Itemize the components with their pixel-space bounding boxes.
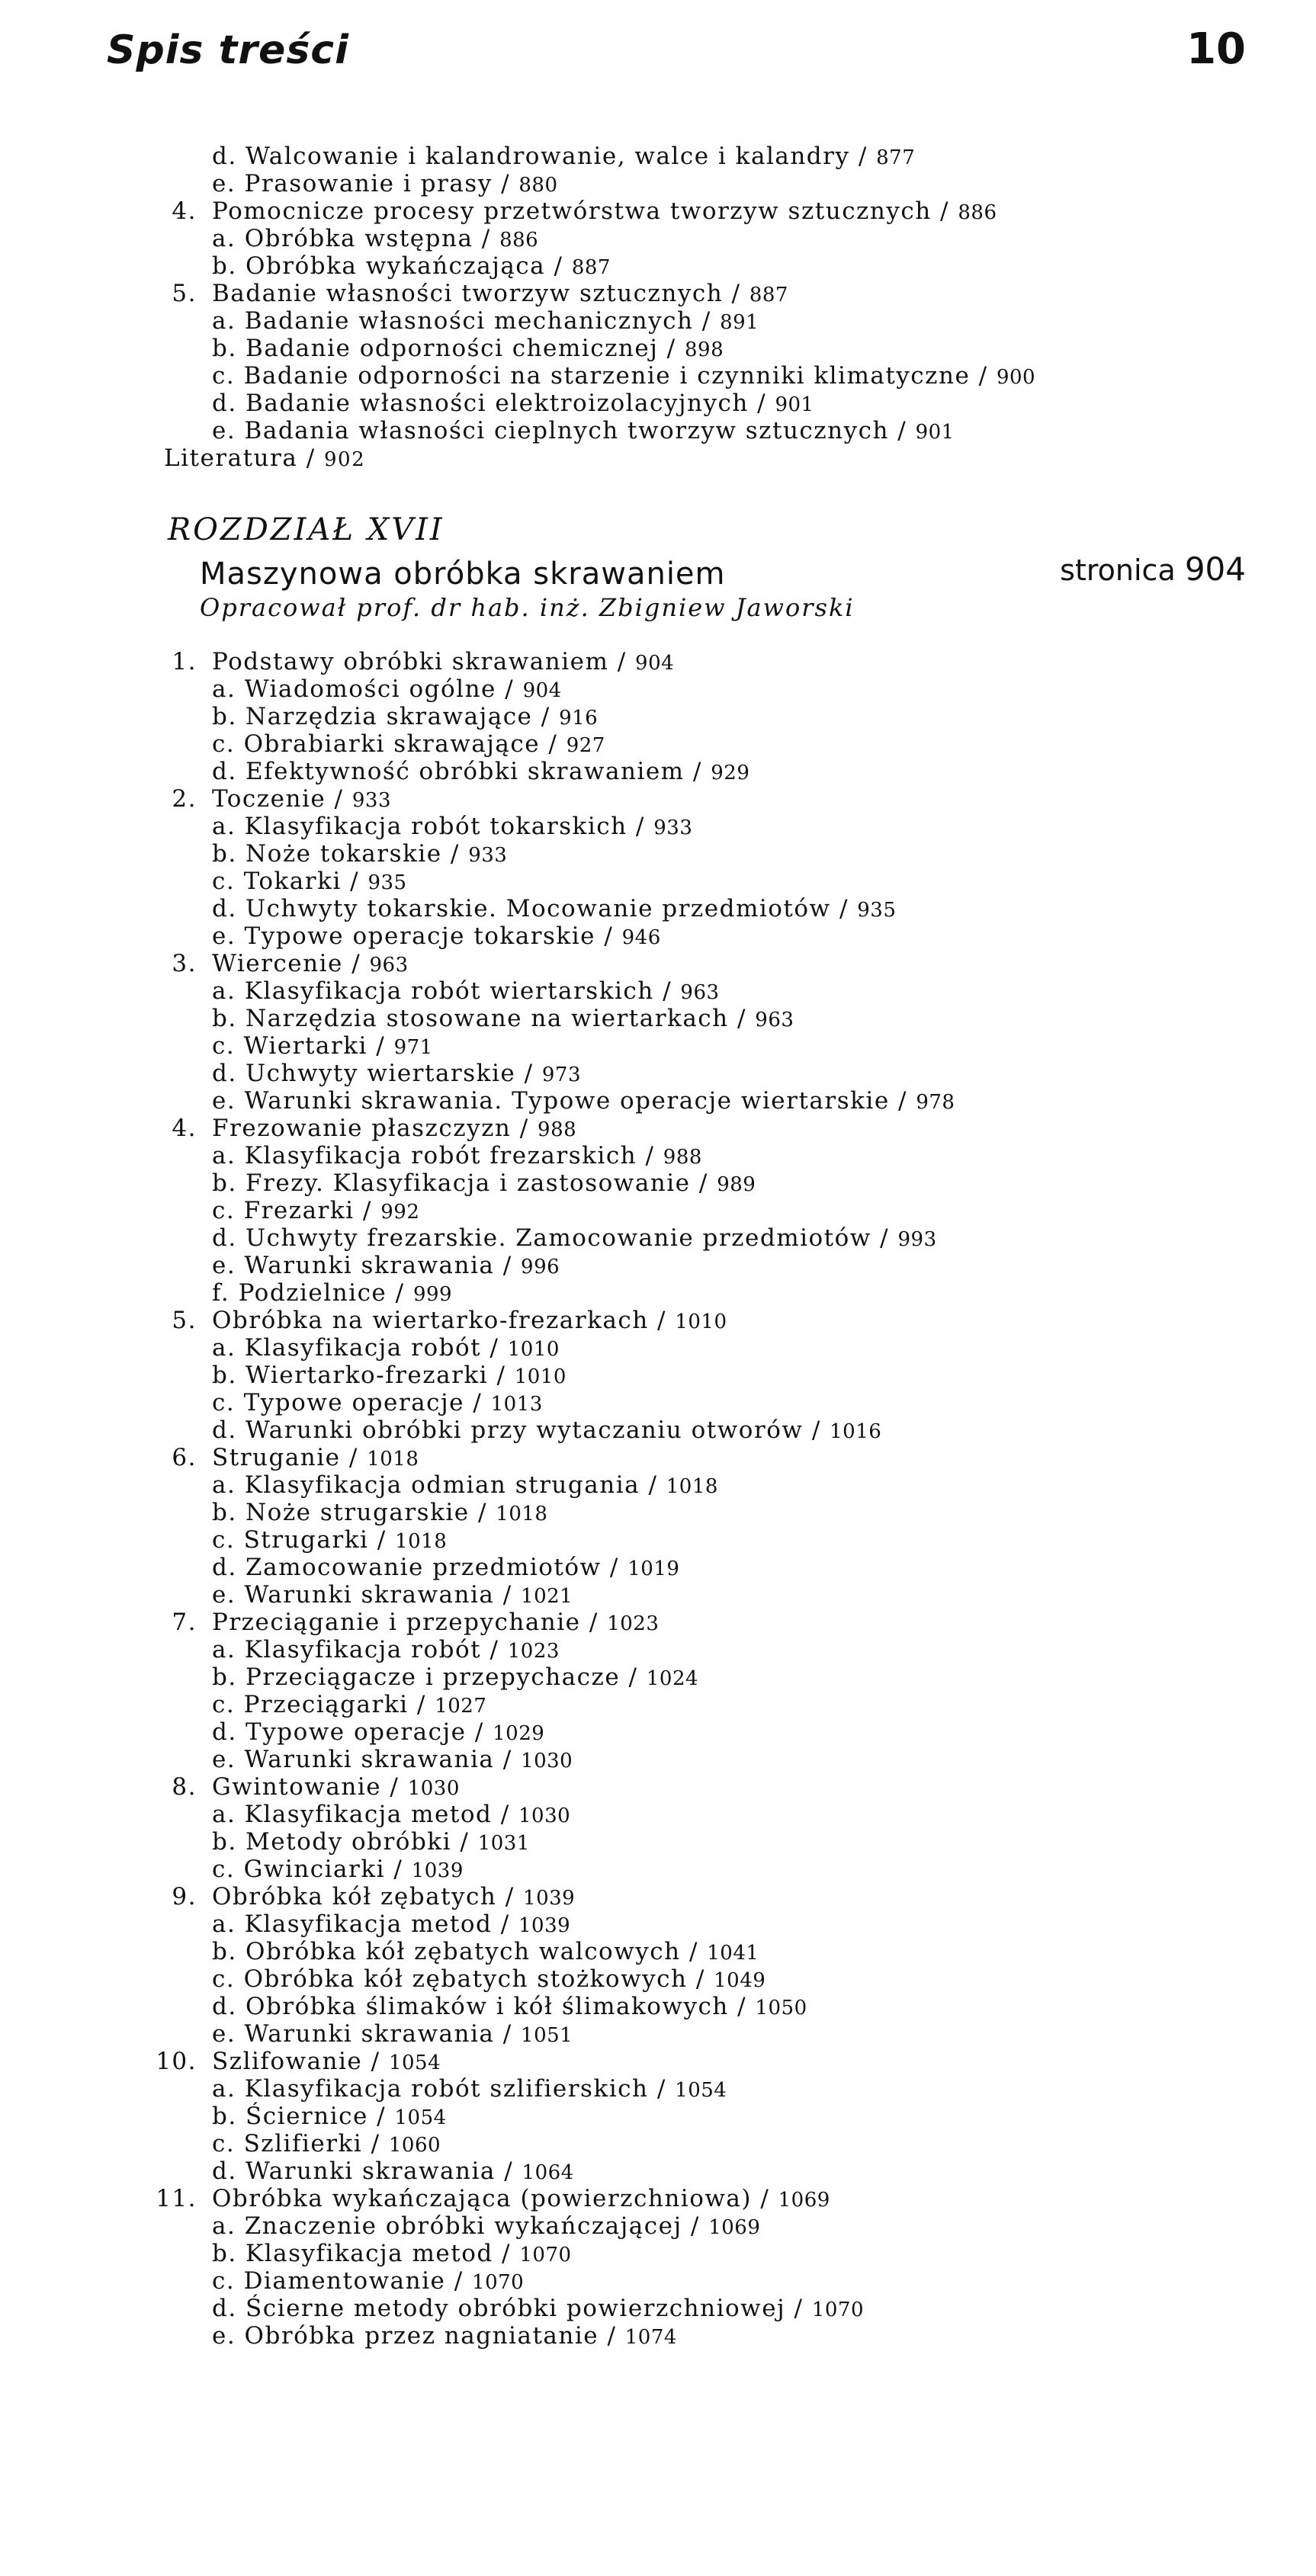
entry-page: 963 bbox=[369, 954, 409, 977]
entry-page: 886 bbox=[958, 201, 997, 224]
entry-title: e. Warunki skrawania bbox=[212, 1746, 495, 1773]
entry-text: b. Obróbka wykańczająca / 887 bbox=[212, 252, 611, 280]
entry-text: e. Obróbka przez nagniatanie / 1074 bbox=[212, 2322, 677, 2350]
entry-title: e. Warunki skrawania bbox=[212, 1252, 495, 1279]
entry-text: Badanie własności tworzyw sztucznych / 887 bbox=[212, 280, 788, 307]
entry-title: d. Obróbka ślimaków i kół ślimakowych bbox=[212, 1993, 729, 2020]
entry-title: c. Gwinciarki bbox=[212, 1856, 386, 1883]
entry-page: 963 bbox=[755, 1009, 794, 1031]
entry-title: b. Narzędzia stosowane na wiertarkach bbox=[212, 1005, 729, 1032]
entry-page: 933 bbox=[468, 844, 508, 867]
entry-page: 1064 bbox=[522, 2161, 574, 2184]
entry-title: d. Typowe operacje bbox=[212, 1718, 467, 1746]
entry-page: 1069 bbox=[708, 2216, 761, 2239]
entry-text: d. Walcowanie i kalandrowanie, walce i kalandry / 877 bbox=[212, 143, 916, 170]
entry-title: f. Podzielnice bbox=[212, 1279, 387, 1307]
entry-page: 1069 bbox=[778, 2189, 830, 2212]
entry-title: e. Obróbka przez nagniatanie bbox=[212, 2322, 599, 2350]
entry-page: 1030 bbox=[521, 1750, 573, 1772]
entry-page: 1018 bbox=[395, 1530, 448, 1553]
entry-text: c. Typowe operacje / 1013 bbox=[212, 1389, 543, 1416]
entry-page: 1054 bbox=[394, 2106, 447, 2129]
entry-page: 887 bbox=[571, 256, 611, 279]
entry-page: 887 bbox=[749, 284, 788, 306]
entry-page: 935 bbox=[857, 899, 897, 922]
entry-page: 1019 bbox=[628, 1557, 680, 1580]
entry-title: e. Warunki skrawania. Typowe operacje wiertarskie bbox=[212, 1087, 890, 1115]
entry-text: c. Przeciągarki / 1027 bbox=[212, 1691, 487, 1718]
entry-page: 1010 bbox=[514, 1365, 567, 1388]
entry-title: c. Obróbka kół zębatych stożkowych bbox=[212, 1965, 688, 1993]
entry-page: 996 bbox=[521, 1256, 560, 1278]
chapter-title: Maszynowa obróbka skrawaniem bbox=[200, 557, 726, 592]
entry-page: 935 bbox=[368, 871, 407, 894]
entry-page: 973 bbox=[541, 1063, 582, 1086]
entry-text: Struganie / 1018 bbox=[212, 1444, 419, 1471]
entry-text: a. Znaczenie obróbki wykańczającej / 1069 bbox=[212, 2212, 761, 2240]
entry-text: d. Uchwyty frezarskie. Zamocowanie przedmiotów / 993 bbox=[212, 1224, 937, 1252]
entry-number: 6. bbox=[172, 1444, 197, 1471]
entry-text: c. Strugarki / 1018 bbox=[212, 1526, 448, 1554]
entry-text: a. Wiadomości ogólne / 904 bbox=[212, 675, 562, 703]
entry-page: 886 bbox=[499, 229, 539, 252]
entry-text: f. Podzielnice / 999 bbox=[212, 1279, 453, 1307]
entry-title: c. Obrabiarki skrawające bbox=[212, 730, 541, 758]
entry-title: e. Typowe operacje tokarskie bbox=[212, 922, 595, 950]
entry-text: Obróbka wykańczająca (powierzchniowa) / 1069 bbox=[212, 2185, 830, 2212]
entry-page: 988 bbox=[663, 1146, 702, 1169]
entry-text: d. Uchwyty wiertarskie / 973 bbox=[212, 1060, 582, 1087]
entry-title: Toczenie bbox=[212, 785, 326, 813]
entry-title: e. Warunki skrawania bbox=[212, 2020, 495, 2048]
entry-page: 978 bbox=[916, 1091, 955, 1114]
entry-text: Toczenie / 933 bbox=[212, 785, 391, 813]
entry-text: a. Klasyfikacja robót / 1010 bbox=[212, 1334, 560, 1362]
entry-number: 5. bbox=[172, 280, 197, 307]
entry-title: d. Warunki obróbki przy wytaczaniu otworów bbox=[212, 1416, 804, 1444]
entry-text: b. Obróbka kół zębatych walcowych / 1041 bbox=[212, 1938, 759, 1965]
entry-title: Gwintowanie bbox=[212, 1773, 382, 1801]
entry-page: 1018 bbox=[666, 1475, 718, 1498]
entry-page: 929 bbox=[711, 762, 750, 784]
entry-number: 2. bbox=[172, 785, 197, 813]
entry-page: 1039 bbox=[411, 1859, 464, 1882]
entry-text: a. Klasyfikacja robót frezarskich / 988 bbox=[212, 1142, 702, 1169]
entry-text: b. Klasyfikacja metod / 1070 bbox=[212, 2240, 572, 2267]
entry-text: a. Klasyfikacja robót / 1023 bbox=[212, 1636, 560, 1663]
entry-page: 971 bbox=[393, 1036, 433, 1059]
entry-page: 1054 bbox=[388, 2051, 441, 2074]
entry-text: c. Frezarki / 992 bbox=[212, 1197, 420, 1224]
entry-text: e. Warunki skrawania / 996 bbox=[212, 1252, 560, 1279]
running-header-title: Spis treści bbox=[107, 27, 349, 73]
entry-text: c. Obróbka kół zębatych stożkowych / 1049 bbox=[212, 1965, 766, 1993]
entry-title: c. Typowe operacje bbox=[212, 1389, 464, 1416]
entry-page: 1030 bbox=[407, 1777, 460, 1800]
entry-page: 898 bbox=[684, 338, 724, 361]
entry-title: a. Obróbka wstępna bbox=[212, 225, 473, 252]
entry-title: a. Wiadomości ogólne bbox=[212, 675, 496, 703]
entry-title: a. Klasyfikacja metod bbox=[212, 1910, 493, 1938]
entry-text: b. Narzędzia stosowane na wiertarkach / 963 bbox=[212, 1005, 794, 1032]
entry-text: c. Badanie odporności na starzenie i czynniki klimatyczne / 900 bbox=[212, 362, 1036, 390]
entry-text: Przeciąganie i przepychanie / 1023 bbox=[212, 1609, 660, 1636]
entry-title: a. Klasyfikacja metod bbox=[212, 1801, 493, 1828]
entry-page: 1016 bbox=[830, 1420, 882, 1443]
entry-title: b. Narzędzia skrawające bbox=[212, 703, 533, 730]
entry-page: 1074 bbox=[624, 2326, 677, 2349]
entry-page: 1041 bbox=[707, 1942, 759, 1965]
entry-text: b. Frezy. Klasyfikacja i zastosowanie / 989 bbox=[212, 1169, 756, 1197]
entry-text: d. Typowe operacje / 1029 bbox=[212, 1718, 545, 1746]
entry-text: b. Ściernice / 1054 bbox=[212, 2103, 447, 2130]
entry-text: d. Zamocowanie przedmiotów / 1019 bbox=[212, 1554, 680, 1581]
entry-title: a. Znaczenie obróbki wykańczającej bbox=[212, 2212, 682, 2240]
entry-number: 10. bbox=[156, 2048, 197, 2075]
literature-label: Literatura bbox=[164, 444, 298, 472]
entry-title: c. Badanie odporności na starzenie i czynniki klimatyczne bbox=[212, 362, 971, 390]
entry-text: d. Efektywność obróbki skrawaniem / 929 bbox=[212, 758, 750, 785]
entry-title: b. Przeciągacze i przepychacze bbox=[212, 1663, 621, 1691]
entry-text: d. Warunki skrawania / 1064 bbox=[212, 2157, 574, 2185]
entry-text: d. Uchwyty tokarskie. Mocowanie przedmiotów / 935 bbox=[212, 895, 897, 922]
entry-page: 1024 bbox=[646, 1667, 699, 1690]
entry-page: 1027 bbox=[435, 1695, 487, 1718]
entry-title: d. Badanie własności elektroizolacyjnych bbox=[212, 390, 749, 417]
entry-page: 901 bbox=[915, 421, 955, 444]
entry-title: a. Klasyfikacja odmian strugania bbox=[212, 1471, 640, 1499]
entry-page: 989 bbox=[717, 1173, 756, 1196]
entry-text: c. Gwinciarki / 1039 bbox=[212, 1856, 464, 1883]
entry-page: 1070 bbox=[472, 2271, 525, 2294]
entry-title: b. Wiertarko-frezarki bbox=[212, 1362, 489, 1389]
entry-text: b. Narzędzia skrawające / 916 bbox=[212, 703, 599, 730]
entry-text: b. Metody obróbki / 1031 bbox=[212, 1828, 530, 1856]
entry-title: d. Uchwyty wiertarskie bbox=[212, 1060, 516, 1087]
entry-page: 1013 bbox=[490, 1393, 543, 1416]
entry-number: 9. bbox=[172, 1883, 197, 1910]
entry-text: Obróbka kół zębatych / 1039 bbox=[212, 1883, 576, 1910]
literature-entry: Literatura / 902 bbox=[164, 444, 366, 472]
entry-title: b. Noże tokarskie bbox=[212, 840, 442, 868]
entry-title: b. Obróbka kół zębatych walcowych bbox=[212, 1938, 681, 1965]
entry-title: Obróbka kół zębatych bbox=[212, 1883, 497, 1910]
entry-title: Badanie własności tworzyw sztucznych bbox=[212, 280, 724, 307]
entry-text: Pomocnicze procesy przetwórstwa tworzyw sztucznych / 886 bbox=[212, 197, 997, 225]
entry-text: c. Szlifierki / 1060 bbox=[212, 2130, 441, 2157]
entry-page: 933 bbox=[351, 789, 391, 812]
entry-title: b. Ściernice bbox=[212, 2103, 368, 2130]
entry-title: d. Efektywność obróbki skrawaniem bbox=[212, 758, 685, 785]
entry-page: 1049 bbox=[714, 1969, 766, 1992]
entry-text: a. Badanie własności mechanicznych / 891 bbox=[212, 307, 759, 335]
entry-title: b. Klasyfikacja metod bbox=[212, 2240, 493, 2267]
entry-title: d. Walcowanie i kalandrowanie, walce i kalandry bbox=[212, 143, 850, 170]
entry-title: b. Frezy. Klasyfikacja i zastosowanie bbox=[212, 1169, 691, 1197]
entry-page: 988 bbox=[538, 1118, 577, 1141]
entry-title: c. Tokarki bbox=[212, 868, 342, 895]
entry-page: 927 bbox=[566, 734, 605, 757]
entry-text: e. Warunki skrawania / 1051 bbox=[212, 2020, 573, 2048]
entry-title: c. Strugarki bbox=[212, 1526, 369, 1554]
entry-text: d. Warunki obróbki przy wytaczaniu otworów / 1016 bbox=[212, 1416, 882, 1444]
chapter-label: ROZDZIAŁ XVII bbox=[168, 512, 445, 547]
entry-title: a. Klasyfikacja robót szlifierskich bbox=[212, 2075, 649, 2103]
entry-page: 933 bbox=[653, 816, 693, 839]
entry-title: b. Noże strugarskie bbox=[212, 1499, 470, 1526]
entry-page: 901 bbox=[775, 393, 814, 416]
entry-title: Wiercenie bbox=[212, 950, 343, 977]
entry-number: 7. bbox=[172, 1609, 197, 1636]
entry-text: d. Obróbka ślimaków i kół ślimakowych / 1050 bbox=[212, 1993, 807, 2020]
entry-text: Obróbka na wiertarko-frezarkach / 1010 bbox=[212, 1307, 727, 1334]
literature-page: 902 bbox=[324, 448, 366, 471]
entry-number: 8. bbox=[172, 1773, 197, 1801]
entry-page: 1021 bbox=[521, 1585, 573, 1608]
entry-page: 904 bbox=[635, 652, 675, 675]
entry-number: 4. bbox=[172, 197, 197, 225]
entry-text: c. Tokarki / 935 bbox=[212, 868, 407, 895]
entry-page: 891 bbox=[720, 311, 759, 334]
entry-page: 993 bbox=[897, 1228, 937, 1251]
entry-page: 1030 bbox=[518, 1804, 571, 1827]
entry-text: d. Ścierne metody obróbki powierzchniowej / 1070 bbox=[212, 2295, 865, 2322]
entry-title: c. Szlifierki bbox=[212, 2130, 363, 2157]
entry-page: 1070 bbox=[519, 2244, 572, 2266]
entry-title: d. Uchwyty frezarskie. Zamocowanie przedmiotów bbox=[212, 1224, 871, 1252]
entry-title: d. Ścierne metody obróbki powierzchniowej bbox=[212, 2295, 786, 2322]
chapter-page-ref bbox=[1060, 550, 1246, 588]
entry-page: 916 bbox=[559, 707, 599, 730]
entry-page: 1039 bbox=[523, 1887, 576, 1910]
entry-text: b. Przeciągacze i przepychacze / 1024 bbox=[212, 1663, 699, 1691]
entry-title: b. Badanie odporności chemicznej bbox=[212, 335, 659, 362]
entry-title: a. Klasyfikacja robót bbox=[212, 1334, 482, 1362]
entry-title: b. Obróbka wykańczająca bbox=[212, 252, 546, 280]
entry-page: 1031 bbox=[477, 1832, 530, 1855]
entry-text: a. Klasyfikacja metod / 1030 bbox=[212, 1801, 571, 1828]
entry-text: b. Badanie odporności chemicznej / 898 bbox=[212, 335, 724, 362]
entry-text: d. Badanie własności elektroizolacyjnych / 901 bbox=[212, 390, 814, 417]
entry-title: c. Frezarki bbox=[212, 1197, 355, 1224]
entry-text: a. Klasyfikacja robót tokarskich / 933 bbox=[212, 813, 693, 840]
entry-title: b. Metody obróbki bbox=[212, 1828, 452, 1856]
entry-page: 1054 bbox=[675, 2079, 727, 2102]
entry-page: 963 bbox=[680, 981, 720, 1004]
entry-title: Obróbka na wiertarko-frezarkach bbox=[212, 1307, 649, 1334]
entry-text: e. Warunki skrawania / 1030 bbox=[212, 1746, 573, 1773]
entry-page: 999 bbox=[412, 1283, 453, 1306]
entry-page: 880 bbox=[518, 174, 558, 197]
entry-title: e. Badania własności cieplnych tworzyw sztucznych bbox=[212, 417, 889, 444]
entry-page: 946 bbox=[621, 926, 661, 949]
entry-text: e. Typowe operacje tokarskie / 946 bbox=[212, 922, 661, 950]
entry-page: 1051 bbox=[521, 2024, 573, 2047]
entry-title: d. Warunki skrawania bbox=[212, 2157, 496, 2185]
entry-page: 1018 bbox=[496, 1503, 548, 1525]
entry-text: a. Obróbka wstępna / 886 bbox=[212, 225, 539, 252]
entry-page: 1010 bbox=[507, 1338, 560, 1361]
chapter-page-number: 904 bbox=[1184, 550, 1246, 588]
entry-title: c. Wiertarki bbox=[212, 1032, 368, 1060]
entry-text: Szlifowanie / 1054 bbox=[212, 2048, 441, 2075]
entry-title: Obróbka wykańczająca (powierzchniowa) bbox=[212, 2185, 752, 2212]
entry-title: Struganie bbox=[212, 1444, 341, 1471]
entry-text: c. Obrabiarki skrawające / 927 bbox=[212, 730, 605, 758]
entry-title: a. Klasyfikacja robót frezarskich bbox=[212, 1142, 637, 1169]
entry-title: d. Zamocowanie przedmiotów bbox=[212, 1554, 602, 1581]
entry-title: Szlifowanie bbox=[212, 2048, 363, 2075]
entry-page: 1050 bbox=[755, 1997, 807, 2019]
entry-number: 5. bbox=[172, 1307, 197, 1334]
entry-text: Gwintowanie / 1030 bbox=[212, 1773, 460, 1801]
entry-page: 1060 bbox=[388, 2134, 441, 2157]
entry-text: c. Wiertarki / 971 bbox=[212, 1032, 433, 1060]
entry-text: a. Klasyfikacja robót wiertarskich / 963 bbox=[212, 977, 720, 1005]
entry-text: a. Klasyfikacja robót szlifierskich / 1054 bbox=[212, 2075, 727, 2103]
chapter-page-label: stronica bbox=[1060, 553, 1176, 587]
entry-text: c. Diamentowanie / 1070 bbox=[212, 2267, 525, 2295]
entry-title: e. Prasowanie i prasy bbox=[212, 170, 493, 197]
entry-title: Podstawy obróbki skrawaniem bbox=[212, 648, 609, 675]
entry-text: a. Klasyfikacja odmian strugania / 1018 bbox=[212, 1471, 718, 1499]
entry-text: a. Klasyfikacja metod / 1039 bbox=[212, 1910, 571, 1938]
entry-number: 3. bbox=[172, 950, 197, 977]
entry-page: 1029 bbox=[493, 1722, 545, 1745]
entry-text: Frezowanie płaszczyzn / 988 bbox=[212, 1115, 577, 1142]
entry-page: 877 bbox=[876, 146, 916, 169]
entry-text: e. Warunki skrawania / 1021 bbox=[212, 1581, 573, 1609]
entry-text: Wiercenie / 963 bbox=[212, 950, 409, 977]
entry-title: d. Uchwyty tokarskie. Mocowanie przedmiotów bbox=[212, 895, 831, 922]
entry-title: a. Klasyfikacja robót bbox=[212, 1636, 482, 1663]
entry-title: e. Warunki skrawania bbox=[212, 1581, 495, 1609]
entry-text: e. Prasowanie i prasy / 880 bbox=[212, 170, 558, 197]
entry-title: Frezowanie płaszczyzn bbox=[212, 1115, 512, 1142]
entry-page: 1010 bbox=[675, 1310, 727, 1333]
entry-page: 1023 bbox=[507, 1640, 560, 1663]
entry-title: a. Klasyfikacja robót wiertarskich bbox=[212, 977, 654, 1005]
entry-title: a. Badanie własności mechanicznych bbox=[212, 307, 694, 335]
entry-page: 904 bbox=[522, 679, 562, 702]
entry-page: 1070 bbox=[811, 2299, 865, 2321]
entry-title: c. Diamentowanie bbox=[212, 2267, 446, 2295]
entry-text: b. Wiertarko-frezarki / 1010 bbox=[212, 1362, 567, 1389]
entry-page: 1018 bbox=[367, 1448, 419, 1471]
entry-page: 1039 bbox=[518, 1914, 571, 1937]
entry-number: 4. bbox=[172, 1115, 197, 1142]
entry-page: 1023 bbox=[607, 1612, 660, 1635]
entry-title: Pomocnicze procesy przetwórstwa tworzyw sztucznych bbox=[212, 197, 932, 225]
entry-title: Przeciąganie i przepychanie bbox=[212, 1609, 581, 1636]
entry-page: 992 bbox=[380, 1201, 420, 1224]
entry-title: a. Klasyfikacja robót tokarskich bbox=[212, 813, 628, 840]
entry-text: Podstawy obróbki skrawaniem / 904 bbox=[212, 648, 675, 675]
page-number: 10 bbox=[1186, 24, 1246, 74]
entry-title: c. Przeciągarki bbox=[212, 1691, 409, 1718]
entry-text: b. Noże strugarskie / 1018 bbox=[212, 1499, 548, 1526]
entry-number: 11. bbox=[156, 2185, 197, 2212]
entry-text: b. Noże tokarskie / 933 bbox=[212, 840, 508, 868]
entry-page: 900 bbox=[996, 366, 1036, 389]
chapter-author: Opracował prof. dr hab. inż. Zbigniew Jaworski bbox=[200, 593, 855, 622]
entry-text: e. Warunki skrawania. Typowe operacje wiertarskie / 978 bbox=[212, 1087, 955, 1115]
entry-text: e. Badania własności cieplnych tworzyw sztucznych / 901 bbox=[212, 417, 955, 444]
entry-number: 1. bbox=[172, 648, 197, 675]
